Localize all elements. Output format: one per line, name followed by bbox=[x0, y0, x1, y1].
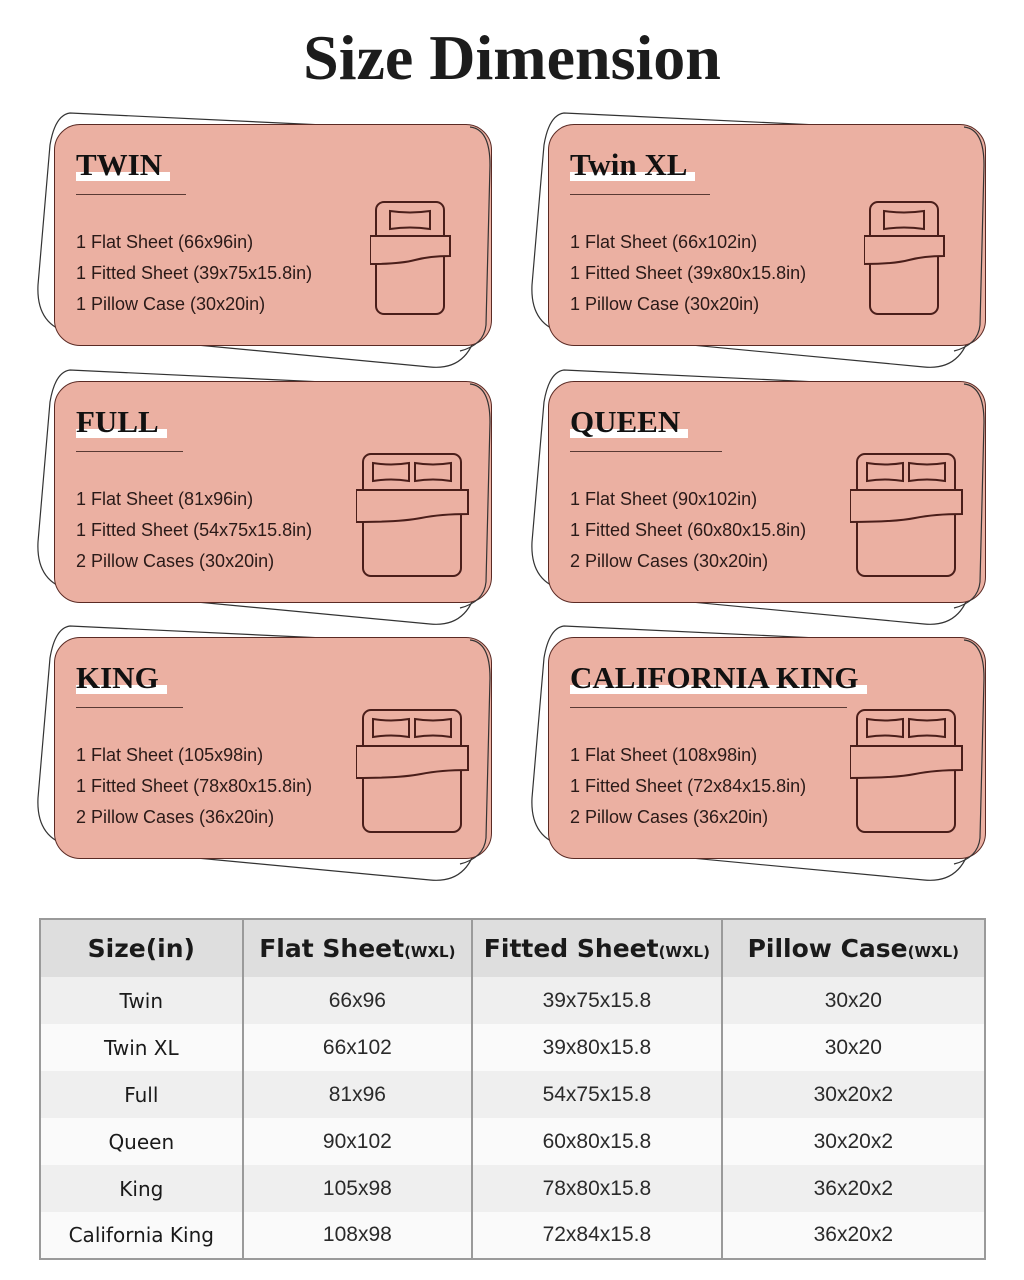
card-item: 2 Pillow Cases (36x20in) bbox=[570, 807, 769, 827]
heading-divider bbox=[570, 707, 847, 708]
card-item: 1 Pillow Case (30x20in) bbox=[570, 294, 760, 314]
card-item: 1 Flat Sheet (90x102in) bbox=[570, 489, 758, 509]
size-card-california-king bbox=[524, 618, 994, 878]
cell-fitted-sheet: 39x75x15.8 bbox=[472, 977, 721, 1024]
table-row bbox=[40, 1071, 985, 1118]
size-card-full bbox=[30, 362, 500, 622]
card-heading: FULL bbox=[76, 406, 167, 437]
table-row bbox=[40, 1212, 985, 1259]
table-row bbox=[40, 977, 985, 1024]
cell-pillow-case: 36x20x2 bbox=[722, 1212, 985, 1259]
cell-size: Twin XL bbox=[40, 1024, 243, 1071]
size-card-queen bbox=[524, 362, 994, 622]
heading-divider bbox=[570, 451, 722, 452]
single-bed-icon bbox=[864, 200, 946, 318]
cell-size: Queen bbox=[40, 1118, 243, 1165]
heading-divider bbox=[76, 707, 183, 708]
double-bed-icon bbox=[356, 708, 470, 836]
cell-flat-sheet: 105x98 bbox=[243, 1165, 473, 1212]
single-bed-icon bbox=[370, 200, 452, 318]
cell-fitted-sheet: 78x80x15.8 bbox=[472, 1165, 721, 1212]
cell-flat-sheet: 66x102 bbox=[243, 1024, 473, 1071]
table-row bbox=[40, 1118, 985, 1165]
cell-fitted-sheet: 72x84x15.8 bbox=[472, 1212, 721, 1259]
cell-pillow-case: 36x20x2 bbox=[722, 1165, 985, 1212]
card-item: 1 Flat Sheet (81x96in) bbox=[76, 489, 254, 509]
cell-size: Twin bbox=[40, 977, 243, 1024]
cell-flat-sheet: 108x98 bbox=[243, 1212, 473, 1259]
card-heading: KING bbox=[76, 662, 167, 693]
heading-divider bbox=[570, 194, 710, 195]
card-item: 1 Fitted Sheet (78x80x15.8in) bbox=[76, 776, 313, 796]
size-card-twin-xl bbox=[524, 105, 994, 365]
card-item: 1 Flat Sheet (66x96in) bbox=[76, 232, 254, 252]
cell-size: California King bbox=[40, 1212, 243, 1259]
cell-fitted-sheet: 39x80x15.8 bbox=[472, 1024, 721, 1071]
card-item: 1 Fitted Sheet (39x80x15.8in) bbox=[570, 263, 807, 283]
card-heading: CALIFORNIA KING bbox=[570, 662, 867, 693]
cell-size: Full bbox=[40, 1071, 243, 1118]
card-item: 1 Fitted Sheet (54x75x15.8in) bbox=[76, 520, 313, 540]
size-chart-table bbox=[39, 918, 986, 1260]
heading-divider bbox=[76, 451, 183, 452]
card-item: 2 Pillow Cases (36x20in) bbox=[76, 807, 275, 827]
card-item: 1 Flat Sheet (105x98in) bbox=[76, 745, 264, 765]
size-card-twin bbox=[30, 105, 500, 365]
card-item: 1 Fitted Sheet (60x80x15.8in) bbox=[570, 520, 807, 540]
card-item: 2 Pillow Cases (30x20in) bbox=[570, 551, 769, 571]
cell-flat-sheet: 90x102 bbox=[243, 1118, 473, 1165]
cell-pillow-case: 30x20 bbox=[722, 977, 985, 1024]
card-item: 1 Fitted Sheet (39x75x15.8in) bbox=[76, 263, 313, 283]
cell-flat-sheet: 66x96 bbox=[243, 977, 473, 1024]
cell-size: King bbox=[40, 1165, 243, 1212]
card-heading: TWIN bbox=[76, 149, 170, 180]
cell-fitted-sheet: 54x75x15.8 bbox=[472, 1071, 721, 1118]
cell-pillow-case: 30x20x2 bbox=[722, 1118, 985, 1165]
card-heading: Twin XL bbox=[570, 149, 695, 180]
header-size: Size(in) bbox=[40, 919, 243, 977]
double-bed-icon bbox=[850, 708, 964, 836]
table-row bbox=[40, 1165, 985, 1212]
card-item: 1 Flat Sheet (108x98in) bbox=[570, 745, 758, 765]
header-flat-sheet: Flat Sheet(WXL) bbox=[243, 919, 473, 977]
cell-flat-sheet: 81x96 bbox=[243, 1071, 473, 1118]
card-item: 2 Pillow Cases (30x20in) bbox=[76, 551, 275, 571]
cell-fitted-sheet: 60x80x15.8 bbox=[472, 1118, 721, 1165]
size-card-king bbox=[30, 618, 500, 878]
header-pillow-case: Pillow Case(WXL) bbox=[722, 919, 985, 977]
header-fitted-sheet: Fitted Sheet(WXL) bbox=[472, 919, 721, 977]
double-bed-icon bbox=[356, 452, 470, 580]
cell-pillow-case: 30x20x2 bbox=[722, 1071, 985, 1118]
card-item: 1 Flat Sheet (66x102in) bbox=[570, 232, 758, 252]
heading-divider bbox=[76, 194, 186, 195]
card-item: 1 Pillow Case (30x20in) bbox=[76, 294, 266, 314]
card-item: 1 Fitted Sheet (72x84x15.8in) bbox=[570, 776, 807, 796]
table-row bbox=[40, 1024, 985, 1071]
double-bed-icon bbox=[850, 452, 964, 580]
table-header-row bbox=[40, 919, 985, 977]
page-title: Size Dimension bbox=[303, 22, 721, 93]
cell-pillow-case: 30x20 bbox=[722, 1024, 985, 1071]
card-heading: QUEEN bbox=[570, 406, 688, 437]
